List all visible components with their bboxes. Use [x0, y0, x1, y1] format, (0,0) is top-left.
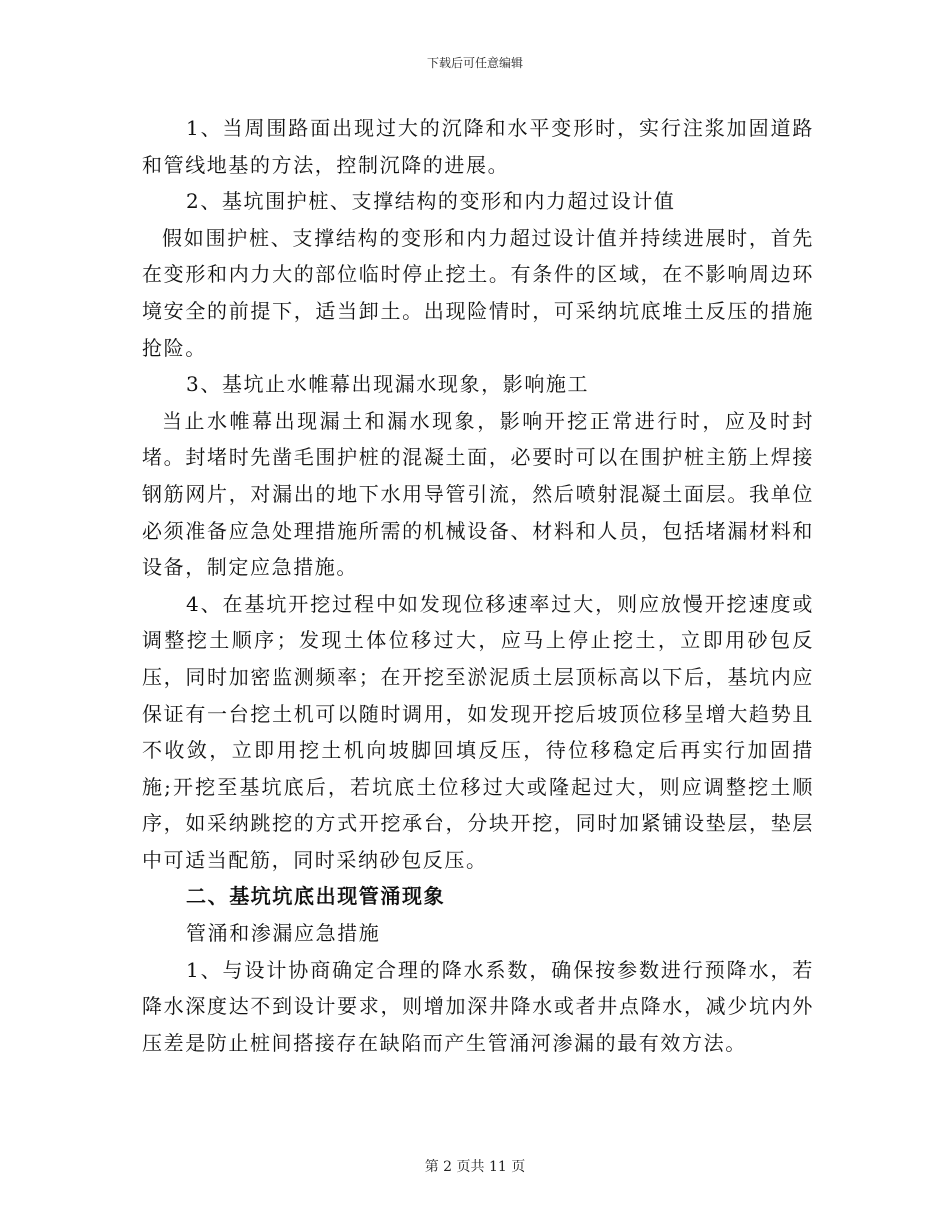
paragraph-6: 4、在基坑开挖过程中如发现位移速率过大，则应放慢开挖速度或调整挖土顺序；发现土体位移过大，应马上停止挖土，立即用砂包反压，同时加密监测频率；在开挖至淤泥质土层顶标高以下后，基坑内应保证有一台挖土机可以随时调用，如发现开挖后坡顶位移呈增大趋势且不收敛，立即用挖土机向坡脚回填反压，待位移稳定后再实行加固措施;开挖至基坑底后，若坑底土位移过大或隆起过大，则应调整挖土顺序，如采纳跳挖的方式开挖承台，分块开挖，同时加紧铺设垫层，垫层中可适当配筋，同时采纳砂包反压。 [142, 591, 814, 872]
paragraph-1: 1、当周围路面出现过大的沉降和水平变形时，实行注浆加固道路和管线地基的方法，控制沉降的进展。 [142, 116, 814, 177]
page-footer: 第 2 页共 11 页 [424, 1159, 526, 1175]
section-heading: 二、基坑坑底出现管涌现象 [186, 884, 446, 909]
paragraph-9: 1、与设计协商确定合理的降水系数，确保按参数进行预降水，若降水深度达不到设计要求，则增加深井降水或者井点降水，减少坑内外压差是防止桩间搭接存在缺陷而产生管涌河渗漏的最有效方法。 [142, 957, 814, 1055]
document-body [142, 110, 814, 1061]
paragraph-3: 假如围护桩、支撑结构的变形和内力超过设计值并持续进展时，首先在变形和内力大的部位临时停止挖土。有条件的区域，在不影响周边环境安全的前提下，适当卸土。出现险情时，可采纳坑底堆土反压的措施抢险。 [142, 225, 814, 360]
paragraph-5: 当止水帷幕出现漏土和漏水现象，影响开挖正常进行时，应及时封堵。封堵时先凿毛围护桩的混凝土面，必要时可以在围护桩主筋上焊接钢筋网片，对漏出的地下水用导管引流，然后喷射混凝土面层。我单位必须准备应急处理措施所需的机械设备、材料和人员，包括堵漏材料和设备，制定应急措施。 [142, 408, 814, 580]
paragraph-8: 管涌和渗漏应急措施 [186, 921, 381, 946]
page-header: 下载后可任意编辑 [426, 56, 523, 70]
paragraph-2: 2、基坑围护桩、支撑结构的变形和内力超过设计值 [186, 189, 676, 214]
paragraph-4: 3、基坑止水帷幕出现漏水现象，影响施工 [186, 372, 590, 397]
